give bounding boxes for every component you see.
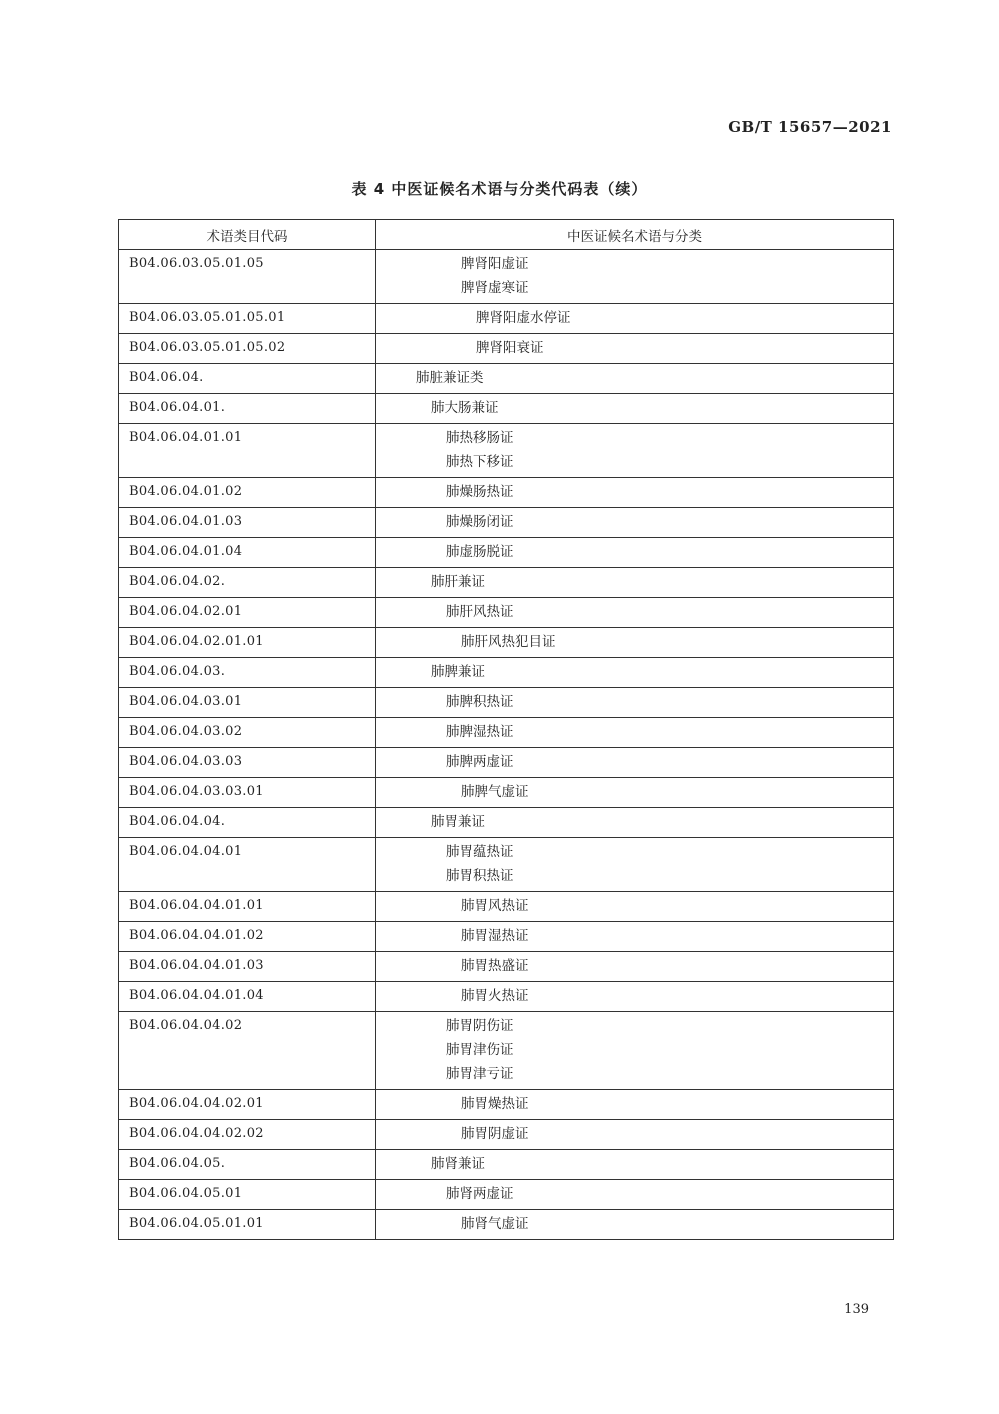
term-names-cell [376, 1120, 894, 1150]
term-names-cell [376, 658, 894, 688]
term-names-cell [376, 688, 894, 718]
term-name: 肺胃兼证 [431, 814, 485, 830]
table-row [119, 568, 894, 598]
table-row [119, 1210, 894, 1240]
table-row [119, 1150, 894, 1180]
term-names-cell [376, 1180, 894, 1210]
term-names-cell [376, 628, 894, 658]
term-code-cell: B04.06.04.04.01.01 [119, 892, 376, 922]
table-row [119, 598, 894, 628]
term-name: 肺脾湿热证 [446, 724, 514, 740]
table-row [119, 718, 894, 748]
table-row [119, 334, 894, 364]
table-row [119, 1180, 894, 1210]
term-name: 肺胃阴虚证 [461, 1126, 529, 1142]
term-names-cell [376, 508, 894, 538]
term-code-cell: B04.06.04.05.01 [119, 1180, 376, 1210]
term-name: 肺肝兼证 [431, 574, 485, 590]
table-row [119, 688, 894, 718]
term-code-cell: B04.06.04.01.04 [119, 538, 376, 568]
term-code-cell: B04.06.04.03.02 [119, 718, 376, 748]
term-names-cell [376, 538, 894, 568]
term-name: 肺虚肠脱证 [446, 544, 514, 560]
term-name: 肺肾两虚证 [446, 1186, 514, 1202]
term-names-cell [376, 778, 894, 808]
table-row [119, 1120, 894, 1150]
term-code-cell: B04.06.03.05.01.05.01 [119, 304, 376, 334]
term-code-cell: B04.06.04.04. [119, 808, 376, 838]
term-names-cell [376, 568, 894, 598]
term-names-cell [376, 424, 894, 478]
term-name: 肺燥肠热证 [446, 484, 514, 500]
standard-code: GB/T 15657—2021 [728, 118, 892, 136]
table-title: 表 4 中医证候名术语与分类代码表（续） [351, 180, 648, 198]
table-row [119, 838, 894, 892]
table-row [119, 1090, 894, 1120]
column-header-terms: 中医证候名术语与分类 [376, 220, 894, 250]
term-code-cell: B04.06.03.05.01.05.02 [119, 334, 376, 364]
term-code-cell: B04.06.04.04.01.03 [119, 952, 376, 982]
term-name: 肺脾气虚证 [461, 784, 529, 800]
table-row [119, 778, 894, 808]
term-names-cell [376, 1012, 894, 1090]
term-name: 肺胃火热证 [461, 988, 529, 1004]
term-name: 肺胃湿热证 [461, 928, 529, 944]
table-row [119, 424, 894, 478]
term-names-cell [376, 838, 894, 892]
term-code-cell: B04.06.04. [119, 364, 376, 394]
term-names-cell [376, 334, 894, 364]
term-name: 脾肾阳虚水停证 [476, 310, 571, 326]
term-name: 肺热移肠证 [446, 430, 514, 446]
term-names-cell [376, 598, 894, 628]
term-name: 肺胃津伤证 [446, 1042, 514, 1058]
term-code-cell: B04.06.04.04.01.02 [119, 922, 376, 952]
table-body [119, 250, 894, 1240]
table-row [119, 478, 894, 508]
term-names-cell [376, 748, 894, 778]
term-code-cell: B04.06.04.02. [119, 568, 376, 598]
table-row [119, 658, 894, 688]
table-header-row [119, 220, 894, 250]
table-row [119, 508, 894, 538]
term-names-cell [376, 478, 894, 508]
term-code-cell: B04.06.04.04.01.04 [119, 982, 376, 1012]
term-code-cell: B04.06.04.03.01 [119, 688, 376, 718]
terms-table [118, 219, 894, 1240]
term-code-cell: B04.06.04.01.02 [119, 478, 376, 508]
term-code-cell: B04.06.04.05.01.01 [119, 1210, 376, 1240]
term-name: 肺脏兼证类 [416, 370, 484, 386]
term-names-cell [376, 892, 894, 922]
term-name: 肺肝风热证 [446, 604, 514, 620]
term-name: 脾肾阳衰证 [476, 340, 544, 356]
term-code-cell: B04.06.04.04.02 [119, 1012, 376, 1090]
page-number: 139 [844, 1302, 869, 1317]
term-code-cell: B04.06.04.03.03 [119, 748, 376, 778]
term-name: 脾肾阳虚证 [461, 256, 529, 272]
term-code-cell: B04.06.04.04.02.01 [119, 1090, 376, 1120]
term-names-cell [376, 364, 894, 394]
term-name: 肺胃阴伤证 [446, 1018, 514, 1034]
term-name: 肺肾气虚证 [461, 1216, 529, 1232]
table-row [119, 394, 894, 424]
column-header-code: 术语类目代码 [119, 220, 376, 250]
table-row [119, 628, 894, 658]
term-name: 肺胃热盛证 [461, 958, 529, 974]
term-name: 肺胃燥热证 [461, 1096, 529, 1112]
term-names-cell [376, 808, 894, 838]
term-code-cell: B04.06.04.02.01 [119, 598, 376, 628]
term-name: 肺脾积热证 [446, 694, 514, 710]
table-row [119, 1012, 894, 1090]
table-row [119, 922, 894, 952]
term-name: 肺热下移证 [446, 454, 514, 470]
term-name: 肺胃津亏证 [446, 1066, 514, 1082]
term-name: 肺脾兼证 [431, 664, 485, 680]
term-names-cell [376, 1090, 894, 1120]
term-name: 肺胃积热证 [446, 868, 514, 884]
term-name: 肺胃蕴热证 [446, 844, 514, 860]
term-names-cell [376, 718, 894, 748]
term-name: 脾肾虚寒证 [461, 280, 529, 296]
term-name: 肺肾兼证 [431, 1156, 485, 1172]
term-code-cell: B04.06.03.05.01.05 [119, 250, 376, 304]
term-names-cell [376, 922, 894, 952]
term-names-cell [376, 304, 894, 334]
table-row [119, 364, 894, 394]
term-code-cell: B04.06.04.02.01.01 [119, 628, 376, 658]
term-name: 肺燥肠闭证 [446, 514, 514, 530]
term-names-cell [376, 952, 894, 982]
term-name: 肺大肠兼证 [431, 400, 499, 416]
term-name: 肺肝风热犯目证 [461, 634, 556, 650]
table-row [119, 892, 894, 922]
table-row [119, 808, 894, 838]
term-names-cell [376, 1150, 894, 1180]
term-code-cell: B04.06.04.01.03 [119, 508, 376, 538]
table-row [119, 748, 894, 778]
table-row [119, 952, 894, 982]
table-row [119, 250, 894, 304]
term-code-cell: B04.06.04.04.01 [119, 838, 376, 892]
term-names-cell [376, 982, 894, 1012]
term-name: 肺胃风热证 [461, 898, 529, 914]
term-code-cell: B04.06.04.03.03.01 [119, 778, 376, 808]
term-names-cell [376, 1210, 894, 1240]
table-row [119, 538, 894, 568]
term-code-cell: B04.06.04.04.02.02 [119, 1120, 376, 1150]
table-row [119, 982, 894, 1012]
term-code-cell: B04.06.04.05. [119, 1150, 376, 1180]
term-code-cell: B04.06.04.01. [119, 394, 376, 424]
term-names-cell [376, 250, 894, 304]
term-code-cell: B04.06.04.03. [119, 658, 376, 688]
term-names-cell [376, 394, 894, 424]
table-row [119, 304, 894, 334]
term-name: 肺脾两虚证 [446, 754, 514, 770]
term-code-cell: B04.06.04.01.01 [119, 424, 376, 478]
